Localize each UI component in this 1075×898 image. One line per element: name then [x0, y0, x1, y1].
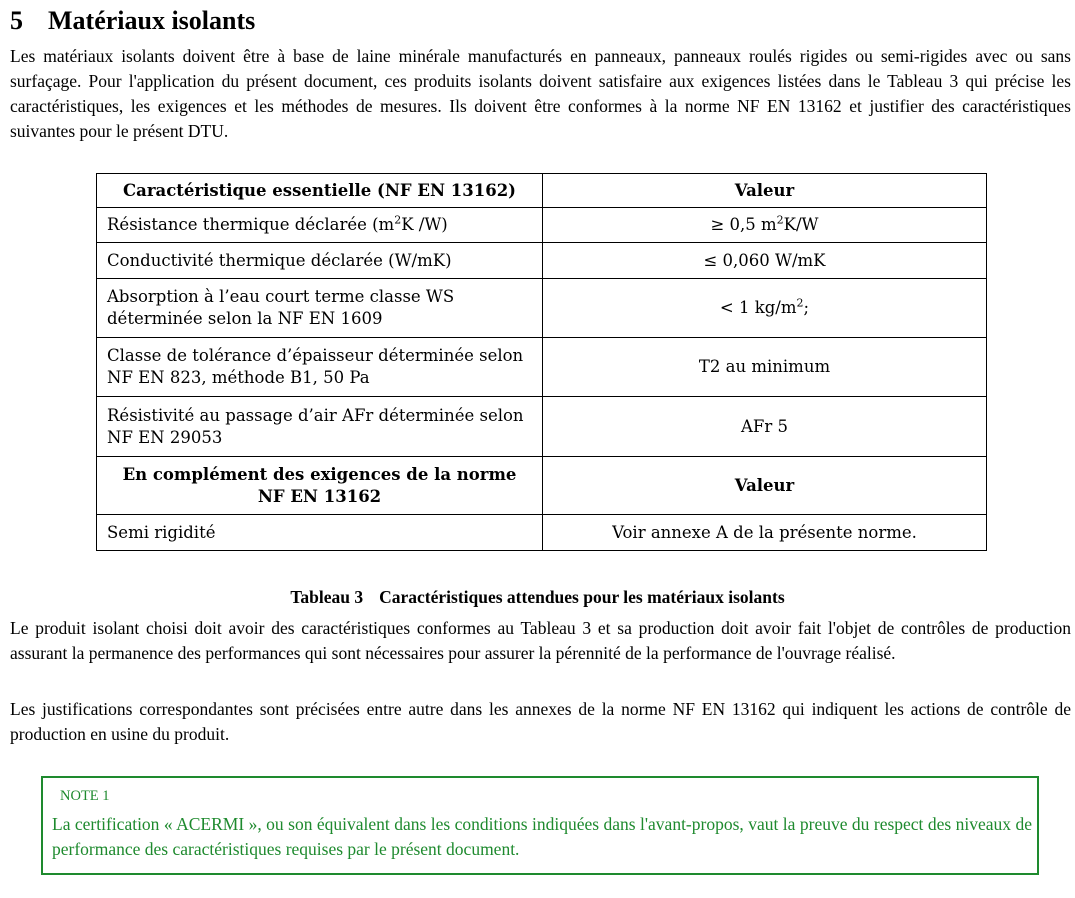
note-box — [41, 776, 1039, 875]
header-characteristic: Caractéristique essentielle (NF EN 13162) — [97, 174, 543, 208]
paragraph-justifications: Les justifications correspondantes sont précisées entre autre dans les annexes de la norme NF EN 13162 qui indiquent les actions de contrôle de production en usine du produit. — [10, 699, 1071, 744]
table-row — [97, 515, 987, 551]
section-title: Matériaux isolants — [48, 6, 256, 35]
table-row — [97, 338, 987, 397]
row-value: ≤ 0,060 W/mK — [543, 243, 987, 279]
table-row — [97, 208, 987, 243]
table-header-row — [97, 174, 987, 208]
section-heading — [10, 4, 255, 38]
row-label: Classe de tolérance d’épaisseur déterminée selon NF EN 823, méthode B1, 50 Pa — [97, 338, 543, 397]
characteristics-table — [96, 173, 987, 551]
row-label: Absorption à l’eau court terme classe WS déterminée selon la NF EN 1609 — [97, 279, 543, 338]
table-row — [97, 397, 987, 457]
table-caption — [0, 585, 1075, 609]
row-label: Résistivité au passage d’air AFr déterminée selon NF EN 29053 — [97, 397, 543, 457]
row-label: Conductivité thermique déclarée (W/mK) — [97, 243, 543, 279]
caption-label: Tableau 3 — [290, 587, 364, 607]
header-complement: En complément des exigences de la norme NF EN 13162 — [97, 457, 543, 515]
table-row — [97, 279, 987, 338]
row-value: < 1 $kg/m^2$; — [543, 279, 987, 338]
row-value: AFr 5 — [543, 397, 987, 457]
caption-text: Caractéristiques attendues pour les matériaux isolants — [379, 587, 785, 607]
row-value: Voir annexe A de la présente norme. — [543, 515, 987, 551]
row-value: ≥ 0,5 $m^2K/W$ — [543, 208, 987, 243]
row-label: Résistance thermique déclarée ($m^2K$ /W) — [97, 208, 543, 243]
intro-paragraph: Les matériaux isolants doivent être à base de laine minérale manufacturés en panneaux, panneaux roulés rigides ou semi-rigides avec ou sans surfaçage. Pour l'application du présent document, ces produits isolants doivent satisfaire aux exigences listées dans le Tableau 3 qui précise les caractéristiques, les exigences et les méthodes de mesures. Ils doivent être conformes à la norme NF EN 13162 et justifier des caractéristiques suivantes pour le présent DTU. — [10, 46, 1071, 141]
table-header-row — [97, 457, 987, 515]
row-label: Semi rigidité — [97, 515, 543, 551]
note-label: NOTE 1 — [60, 788, 110, 804]
row-value: T2 au minimum — [543, 338, 987, 397]
table-row — [97, 243, 987, 279]
header-value: Valeur — [543, 174, 987, 208]
note-text: La certification « ACERMI », ou son équivalent dans les conditions indiquées dans l'avant-propos, vaut la preuve du respect des niveaux de performance des caractéristiques requises par le présent document. — [52, 814, 1032, 859]
header-value: Valeur — [543, 457, 987, 515]
paragraph-conformity: Le produit isolant choisi doit avoir des caractéristiques conformes au Tableau 3 et sa production doit avoir fait l'objet de contrôles de production assurant la permanence des performances qui sont nécessaires pour assurer la pérennité de la performance de l'ouvrage réalisé. — [10, 618, 1071, 663]
section-number: 5 — [10, 6, 23, 35]
